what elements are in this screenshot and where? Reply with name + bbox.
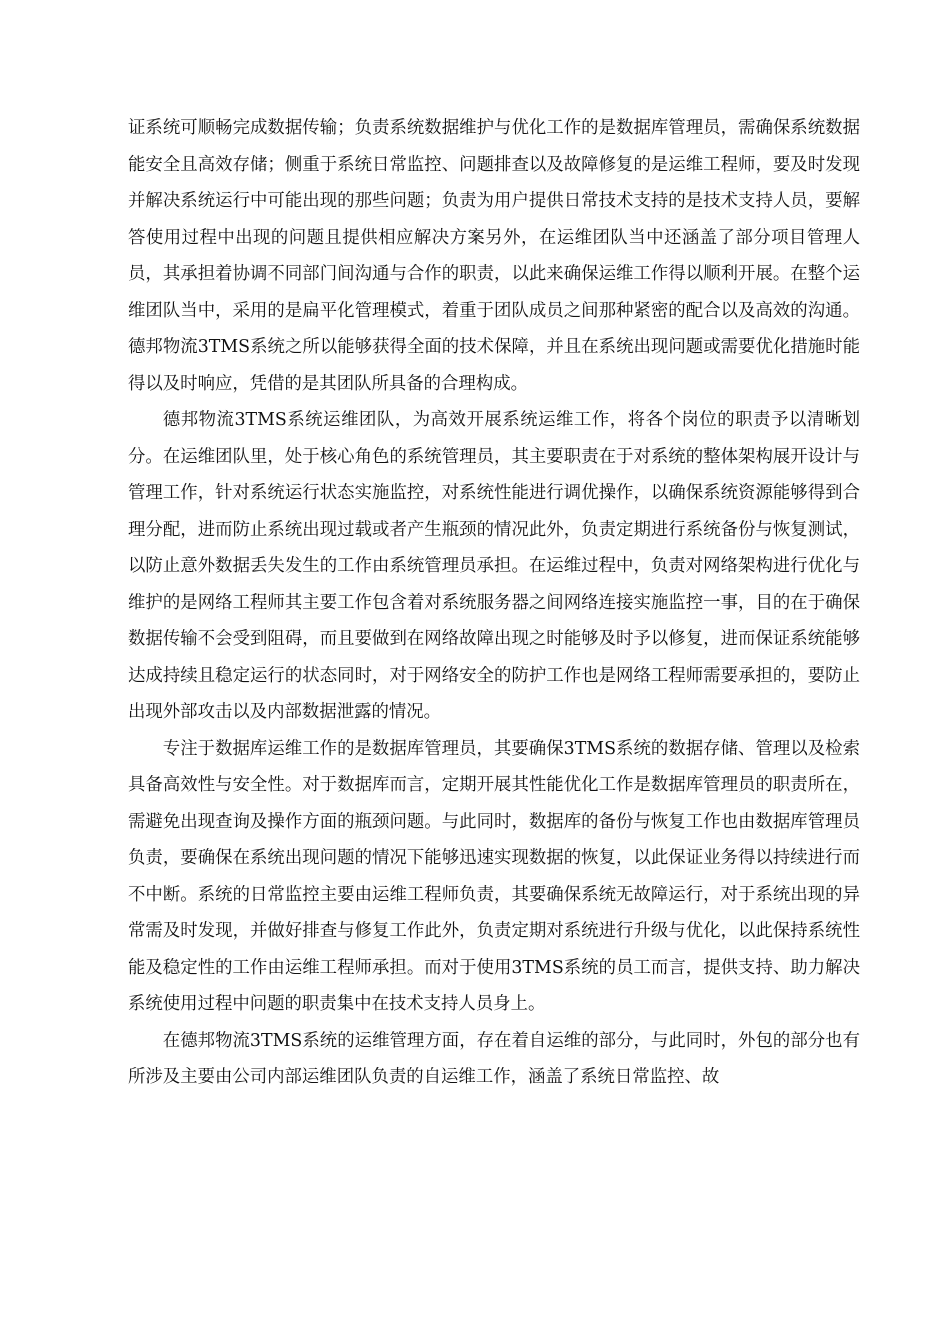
paragraph-4: 在德邦物流3TMS系统的运维管理方面，存在着自运维的部分，与此同时，外包的部分也有所涉及主要由公司内部运维团队负责的自运维工作，涵盖了系统日常监控、故 bbox=[128, 1030, 860, 1087]
paragraph-3: 专注于数据库运维工作的是数据库管理员，其要确保3TMS系统的数据存储、管理以及检索具备高效性与安全性。对于数据库而言，定期开展其性能优化工作是数据库管理员的职责所在，需避免出现查询及操作方面的瓶颈问题。与此同时，数据库的备份与恢复工作也由数据库管理员负责，要确保在系统出现问题的情况下能够迅速实现数据的恢复，以此保证业务得以持续进行而不中断。系统的日常监控主要由运维工程师负责，其要确保系统无故障运行，对于系统出现的异常需及时发现，并做好排查与修复工作此外，负责定期对系统进行升级与优化，以此保持系统性能及稳定性的工作由运维工程师承担。而对于使用3TMS系统的员工而言，提供支持、助力解决系统使用过程中问题的职责集中在技术支持人员身上。 bbox=[128, 738, 860, 1014]
document-body bbox=[128, 110, 860, 1096]
paragraph-1: 证系统可顺畅完成数据传输；负责系统数据维护与优化工作的是数据库管理员，需确保系统数据能安全且高效存储；侧重于系统日常监控、问题排查以及故障修复的是运维工程师，要及时发现并解决系统运行中可能出现的那些问题；负责为用户提供日常技术支持的是技术支持人员，要解答使用过程中出现的问题且提供相应解决方案另外，在运维团队当中还涵盖了部分项目管理人员，其承担着协调不同部门间沟通与合作的职责，以此来确保运维工作得以顺利开展。在整个运维团队当中，采用的是扁平化管理模式，着重于团队成员之间那种紧密的配合以及高效的沟通。德邦物流3TMS系统之所以能够获得全面的技术保障，并且在系统出现问题或需要优化措施时能得以及时响应，凭借的是其团队所具备的合理构成。 bbox=[128, 118, 860, 394]
paragraph-2: 德邦物流3TMS系统运维团队，为高效开展系统运维工作，将各个岗位的职责予以清晰划分。在运维团队里，处于核心角色的系统管理员，其主要职责在于对系统的整体架构展开设计与管理工作，针对系统运行状态实施监控，对系统性能进行调优操作，以确保系统资源能够得到合理分配，进而防止系统出现过载或者产生瓶颈的情况此外，负责定期进行系统备份与恢复测试，以防止意外数据丢失发生的工作由系统管理员承担。在运维过程中，负责对网络架构进行优化与维护的是网络工程师其主要工作包含着对系统服务器之间网络连接实施监控一事，目的在于确保数据传输不会受到阻碍，而且要做到在网络故障出现之时能够及时予以修复，进而保证系统能够达成持续且稳定运行的状态同时，对于网络安全的防护工作也是网络工程师需要承担的，要防止出现外部攻击以及内部数据泄露的情况。 bbox=[128, 410, 860, 722]
